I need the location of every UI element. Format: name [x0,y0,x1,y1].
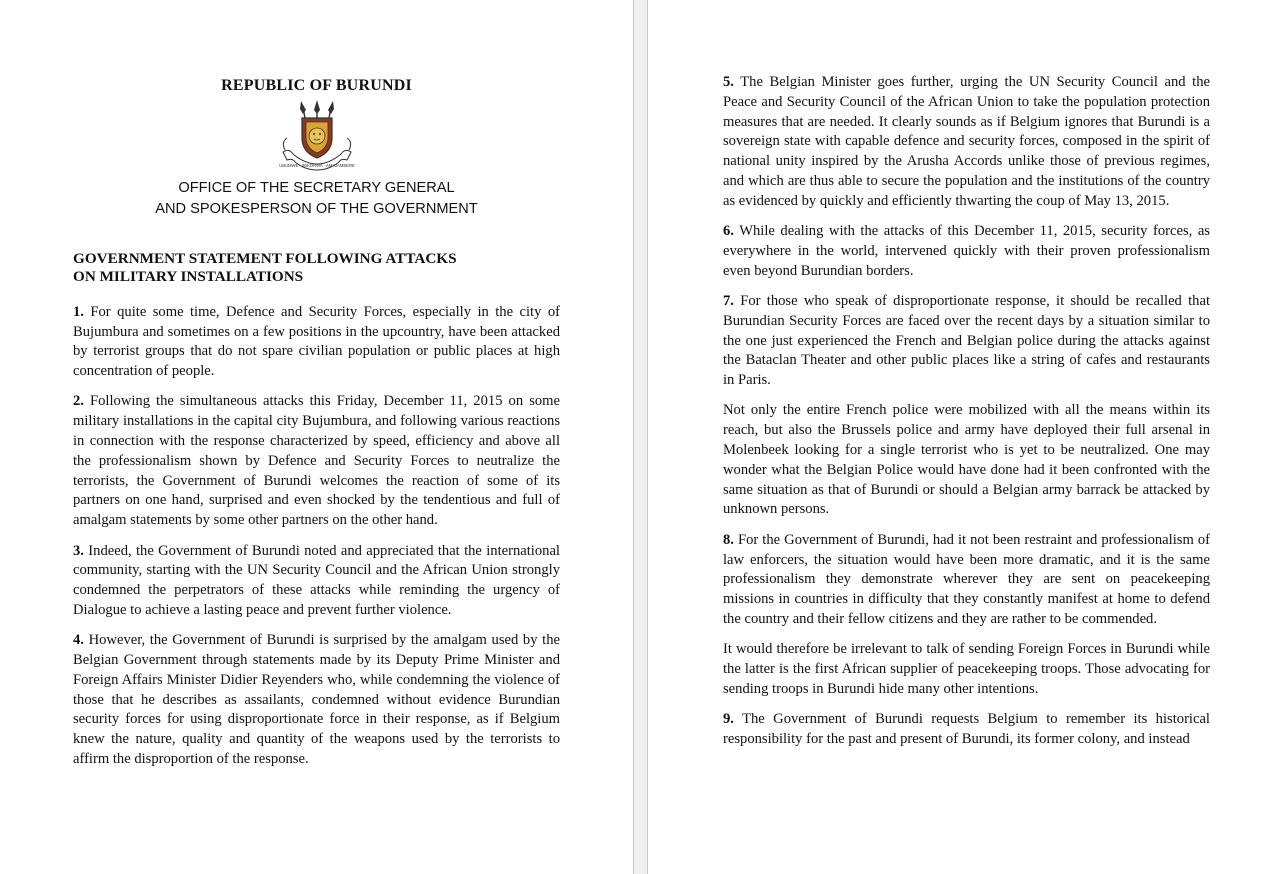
document-page-left [0,0,633,874]
paragraph-text: For those who speak of disproportionate response, it should be recalled that Burundian Security Forces are faced over the recent days by a situation similar to the one just experienced the French and Belgian police during the attacks against the Bataclan Theater and other public places like a string of cafes and restaurants in Paris. [723,292,1210,389]
republic-heading: REPUBLIC OF BURUNDI [221,77,412,94]
paragraph-number: 7. [723,292,734,309]
paragraph-text: Not only the entire French police were mobilized with all the means within its reach, but also the Brussels police and army have deployed their full arsenal in Molenbeek looking for a single terrorist who is yet to be neutralized. One may wonder what the Belgian Police would have done had it been confronted with the same situation as that of Burundi or should a Belgian army barrack be attacked by unknown persons. [723,402,1210,518]
paragraph-8 [723,531,1210,630]
paragraph-7 [723,292,1210,391]
emblem-container [73,100,560,174]
paragraph-number: 5. [723,74,734,90]
page-gutter [633,0,648,874]
paragraph-text: The Government of Burundi requests Belgium to remember its historical responsibility for the past and present of Burundi, its former colony, and instead [723,711,1210,747]
office-heading [73,178,560,220]
paragraph-2 [73,392,560,531]
paragraph-4 [73,631,560,770]
statement-title-line-2: ON MILITARY INSTALLATIONS [73,268,304,286]
office-line-1: OFFICE OF THE SECRETARY GENERAL [178,179,455,196]
document-page-right [648,0,1284,874]
page-left-content [73,0,560,780]
paragraph-text: For the Government of Burundi, had it not been restraint and professionalism of law enforcers, the situation would have been more dramatic, and it is the same professionalism they demonstrate wherever they are sent on peacekeeping missions in countries in difficulty that they constantly manifest at home to defend the country and their fellow citizens and they are rather to be commended. [723,531,1210,627]
paragraph-number: 9. [723,711,734,728]
paragraph-text: However, the Government of Burundi is surprised by the amalgam used by the Belgian Government through statements made by its Deputy Prime Minister and Foreign Affairs Minister Didier Reyenders who, while condemning the violence of those that he describes as assailants, condemned without evidence Burundian security forces for using disproportionate force in their response, as if Belgium knew the nature, quality and quantity of the weapons used by the terrorists to affirm the disproportion of the response. [73,632,560,768]
paragraph-6 [723,222,1210,281]
paragraph-number: 4. [73,632,84,649]
paragraph-number: 6. [723,223,734,240]
paragraph-text: Indeed, the Government of Burundi noted and appreciated that the international community, starting with the UN Security Council and the African Union strongly condemned the perpetrators of these attacks while reminding the urgency of Dialogue to achieve a lasting peace and prevent further violence. [73,542,560,618]
paragraph-number: 8. [723,531,734,548]
paragraph-text: For quite some time, Defence and Security Forces, especially in the city of Bujumbura and sometimes on a few positions in the upcountry, have been attacked by terrorist groups that do not spare civilian population or public places at high concentration of people. [73,303,560,380]
paragraph-text: While dealing with the attacks of this December 11, 2015, security forces, as everywhere in the world, intervened quickly with their proven professionalism even beyond Burundian borders. [723,223,1210,279]
statement-title [73,250,560,287]
office-line-2: AND SPOKESPERSON OF THE GOVERNMENT [155,200,478,217]
paragraph-number: 3. [73,542,84,559]
paragraph-number: 2. [73,393,84,410]
statement-title-line-1: GOVERNMENT STATEMENT FOLLOWING ATTACKS [73,249,457,267]
paragraph-3 [73,542,560,621]
page-right-content [723,73,1210,760]
paragraph-text: Following the simultaneous attacks this Friday, December 11, 2015 on some military installations in the capital city Bujumbura, and following various reactions in connection with the response characterized by speed, efficiency and above all the professionalism shown by Defence and Security Forces to neutralize the terrorists, the Government of Burundi welcomes the reaction of some of its partners on one hand, surprised and even shocked by the tendentious and full of amalgam statements by some other partners on the other hand. [73,393,560,529]
paragraph-1 [73,303,560,382]
paragraph-number: 1. [73,303,84,320]
paragraph-8-continued [723,640,1210,699]
paragraph-text: It would therefore be irrelevant to talk of sending Foreign Forces in Burundi while the latter is the first African supplier of peacekeeping troops. Those advocating for sending troops in Burundi hide many other intentions. [723,641,1210,697]
coat-of-arms-emblem [279,100,355,174]
paragraph-5 [723,73,1210,212]
svg-text:UBUMWE · IBIKORWA · AMAJAMBERE: UBUMWE · IBIKORWA · AMAJAMBERE [278,162,355,168]
paragraph-text: The Belgian Minister goes further, urging the UN Security Council and the Peace and Security Council of the African Union to take the population protection measures that are needed. It clearly sounds as if Belgium ignores that Burundi is a sovereign state with capable defence and security forces, composed in the spirit of national unity inspired by the Arusha Accords unlike those of previous regimes, and which are thus able to secure the population and the institutions of the country as evidenced by quickly and efficiently thwarting the coup of May 13, 2015. [723,74,1210,209]
paragraph-7-continued [723,401,1210,520]
paragraph-9 [723,710,1210,750]
